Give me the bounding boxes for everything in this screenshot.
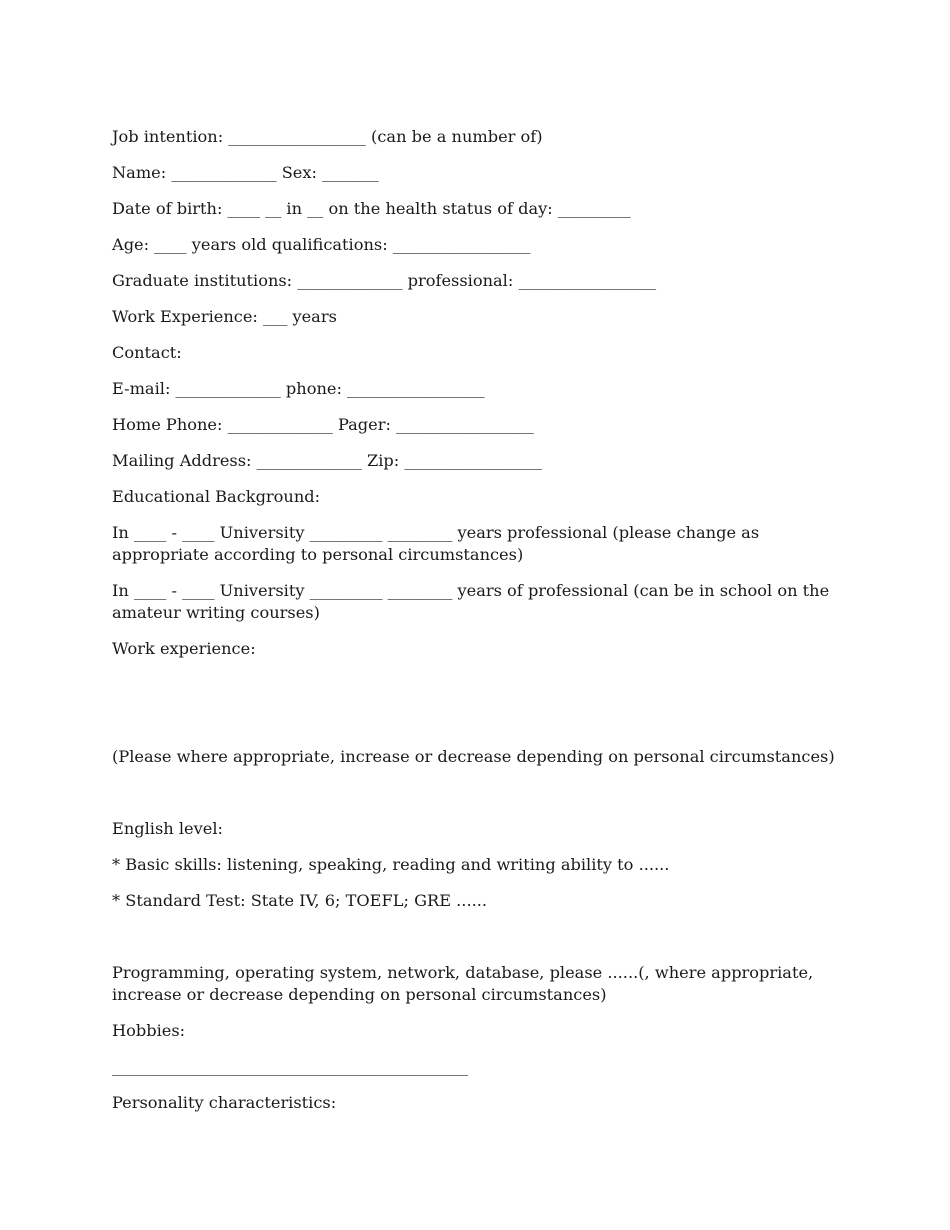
mailing-address-zip-line: Mailing Address: _____________ Zip: _________________: [112, 451, 542, 470]
educational-background-heading: Educational Background:: [112, 487, 321, 506]
education-entry-1: In ____ - ____ University _________ ________ years professional (please change as appropriate according to personal circumstances): [112, 523, 765, 564]
blank-space: [112, 674, 852, 746]
english-level-heading: English level:: [112, 819, 223, 838]
blank-space: [112, 926, 852, 962]
hobbies-blank-line: ____________________________________________: [112, 1057, 469, 1076]
personality-characteristics-heading: Personality characteristics:: [112, 1093, 337, 1112]
programming-skills-line: Programming, operating system, network, database, please ......(, where appropriate, increase or decrease depending on personal circumstances): [112, 963, 819, 1004]
blank-space: [112, 782, 852, 818]
english-standard-test: * Standard Test: State IV, 6; TOEFL; GRE ......: [112, 891, 488, 910]
work-experience-note: (Please where appropriate, increase or decrease depending on personal circumstances): [112, 747, 835, 766]
graduate-institutions-line: Graduate institutions: _____________ professional: _________________: [112, 271, 657, 290]
date-of-birth-line: Date of birth: ____ __ in __ on the health status of day: _________: [112, 199, 631, 218]
home-phone-pager-line: Home Phone: _____________ Pager: _________________: [112, 415, 534, 434]
work-experience-years-line: Work Experience: ___ years: [112, 307, 337, 326]
contact-heading: Contact:: [112, 343, 182, 362]
hobbies-heading: Hobbies:: [112, 1021, 186, 1040]
email-phone-line: E-mail: _____________ phone: _________________: [112, 379, 485, 398]
age-qualifications-line: Age: ____ years old qualifications: _________________: [112, 235, 531, 254]
english-basic-skills: * Basic skills: listening, speaking, reading and writing ability to ......: [112, 855, 670, 874]
job-intention-line: Job intention: _________________ (can be a number of): [112, 127, 543, 146]
document-body: [112, 126, 852, 1128]
work-experience-heading: Work experience:: [112, 639, 256, 658]
name-sex-line: Name: _____________ Sex: _______: [112, 163, 379, 182]
education-entry-2: In ____ - ____ University _________ ________ years of professional (can be in school on the amateur writing courses): [112, 581, 835, 622]
